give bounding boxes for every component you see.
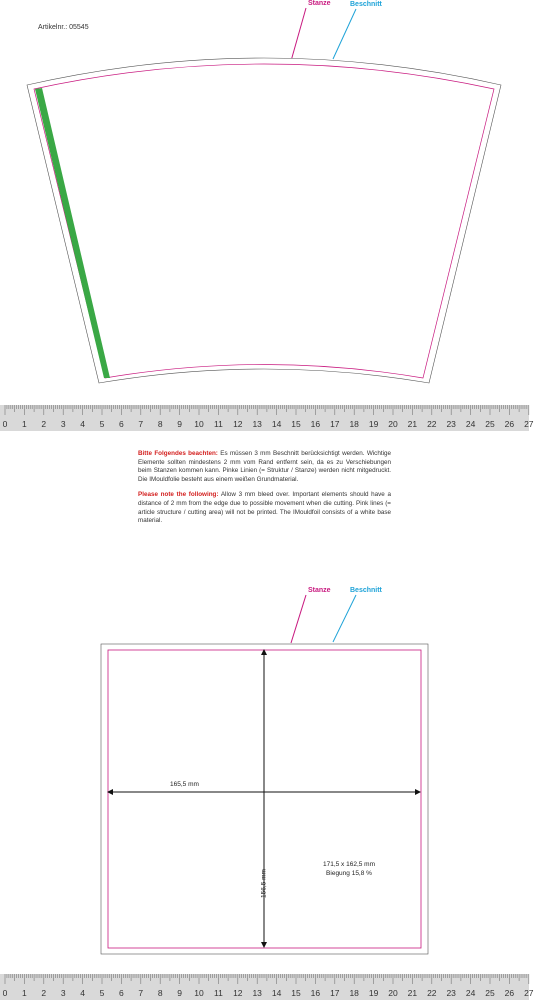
ruler-top-number: 13 bbox=[252, 419, 262, 429]
ruler-top-number: 18 bbox=[349, 419, 359, 429]
ruler-top-number: 4 bbox=[80, 419, 85, 429]
ruler-bottom-number: 23 bbox=[446, 988, 456, 998]
ruler-top-number: 20 bbox=[388, 419, 398, 429]
ruler-bottom-number: 5 bbox=[99, 988, 105, 998]
ruler-bottom-number: 6 bbox=[119, 988, 124, 998]
ruler-bottom-number: 25 bbox=[485, 988, 495, 998]
ruler-top-number: 24 bbox=[465, 419, 476, 429]
ruler-bottom-number: 12 bbox=[233, 988, 243, 998]
ruler-top-number: 1 bbox=[22, 419, 27, 429]
notes-english-lead: Please note the following: bbox=[138, 491, 219, 499]
ruler-top-number: 3 bbox=[60, 419, 66, 429]
ruler-top bbox=[0, 405, 534, 431]
stanze-pointer-bottom bbox=[291, 595, 306, 643]
ruler-top-number: 11 bbox=[213, 419, 223, 429]
ruler-bottom-number: 17 bbox=[330, 988, 340, 998]
ruler-top-number: 19 bbox=[368, 419, 379, 429]
beschnitt-label-top: Beschnitt bbox=[350, 1, 382, 8]
beschnitt-pointer-top bbox=[333, 9, 356, 59]
ruler-top-number: 6 bbox=[119, 419, 124, 429]
ruler-bottom-number: 27 bbox=[524, 988, 534, 998]
ruler-bottom-number: 0 bbox=[2, 988, 8, 998]
ruler-bottom-number: 18 bbox=[349, 988, 359, 998]
print-notes bbox=[138, 450, 391, 533]
notes-german-lead: Bitte Folgendes beachten: bbox=[138, 450, 218, 457]
ruler-top-number: 21 bbox=[407, 419, 418, 429]
ruler-top-number: 9 bbox=[177, 419, 182, 429]
ruler-top-number: 15 bbox=[291, 419, 301, 429]
ruler-top-number: 0 bbox=[2, 419, 8, 429]
size-value: 171,5 x 162,5 mm bbox=[322, 861, 376, 868]
beschnitt-label-bottom: Beschnitt bbox=[350, 587, 382, 594]
ruler-bottom-number: 26 bbox=[504, 988, 515, 998]
horizontal-dimension-label: 165,5 mm bbox=[170, 781, 199, 788]
ruler-top-number: 22 bbox=[427, 419, 437, 429]
ruler-top-number: 17 bbox=[330, 419, 340, 429]
ruler-bottom-number: 24 bbox=[465, 988, 476, 998]
ruler-top-number: 26 bbox=[504, 419, 515, 429]
ruler-bottom-number: 8 bbox=[157, 988, 163, 998]
ruler-top-number: 27 bbox=[524, 419, 534, 429]
ruler-top-number: 23 bbox=[446, 419, 456, 429]
ruler-bottom-number: 11 bbox=[213, 988, 223, 998]
ruler-bottom-number: 13 bbox=[252, 988, 262, 998]
bend-value: Biegung 15,8 % bbox=[326, 870, 372, 877]
ruler-top-number: 5 bbox=[99, 419, 105, 429]
ruler-bottom-number: 2 bbox=[41, 988, 47, 998]
ruler-bottom-number: 21 bbox=[407, 988, 418, 998]
stanze-pointer-top bbox=[291, 8, 306, 61]
notes-english bbox=[138, 491, 391, 525]
ruler-bottom bbox=[0, 974, 534, 1000]
ruler-bottom-number: 22 bbox=[427, 988, 437, 998]
ruler-bottom-number: 15 bbox=[291, 988, 301, 998]
ruler-top-number: 25 bbox=[485, 419, 495, 429]
article-number: Artikelnr.: 05545 bbox=[38, 24, 89, 31]
ruler-bottom-number: 4 bbox=[80, 988, 85, 998]
ruler-bottom-number: 19 bbox=[368, 988, 379, 998]
notes-german-text: Es müssen 3 mm Beschnitt berücksichtigt werden. Wichtige Elemente sollten mindestens 2 mm vom Rand entfernt sein, da es zu Verschiebungen beim Stanzen kommen kann. Pinke Linien (= Struktur / Stanze) werden nicht mitgedruckt. Die IMouldfolie besteht aus einem weißen Grundmaterial. bbox=[138, 450, 391, 483]
ruler-bottom-number: 9 bbox=[177, 988, 182, 998]
ruler-top-number: 14 bbox=[271, 419, 282, 429]
notes-german bbox=[138, 450, 391, 484]
stanze-label-top: Stanze bbox=[308, 0, 331, 7]
curved-template bbox=[0, 0, 529, 400]
ruler-top-number: 7 bbox=[138, 419, 144, 429]
ruler-top-number: 8 bbox=[157, 419, 163, 429]
ruler-top-number: 10 bbox=[194, 419, 204, 429]
ruler-bottom-number: 3 bbox=[60, 988, 66, 998]
flat-template bbox=[0, 580, 529, 980]
ruler-bottom-number: 10 bbox=[194, 988, 204, 998]
ruler-bottom-number: 16 bbox=[310, 988, 321, 998]
beschnitt-pointer-bottom bbox=[333, 595, 356, 642]
stanze-label-bottom: Stanze bbox=[308, 587, 331, 594]
size-spec bbox=[300, 860, 398, 878]
ruler-top-number: 16 bbox=[310, 419, 321, 429]
ruler-bottom-number: 7 bbox=[138, 988, 144, 998]
ruler-top-number: 2 bbox=[41, 419, 47, 429]
ruler-bottom-number: 20 bbox=[388, 988, 398, 998]
ruler-bottom-number: 14 bbox=[271, 988, 282, 998]
ruler-bottom-number: 1 bbox=[22, 988, 27, 998]
vertical-dimension-label: 156,5 mm bbox=[260, 869, 268, 898]
ruler-top-number: 12 bbox=[233, 419, 243, 429]
notes-english-text: Allow 3 mm bleed over. Important elements should have a distance of 2 mm from the edge due to possible movement when die cutting. Pink lines (= article structure / cutting area) will not be printed. The IMouldfoil consists of a white base material. bbox=[138, 491, 392, 525]
